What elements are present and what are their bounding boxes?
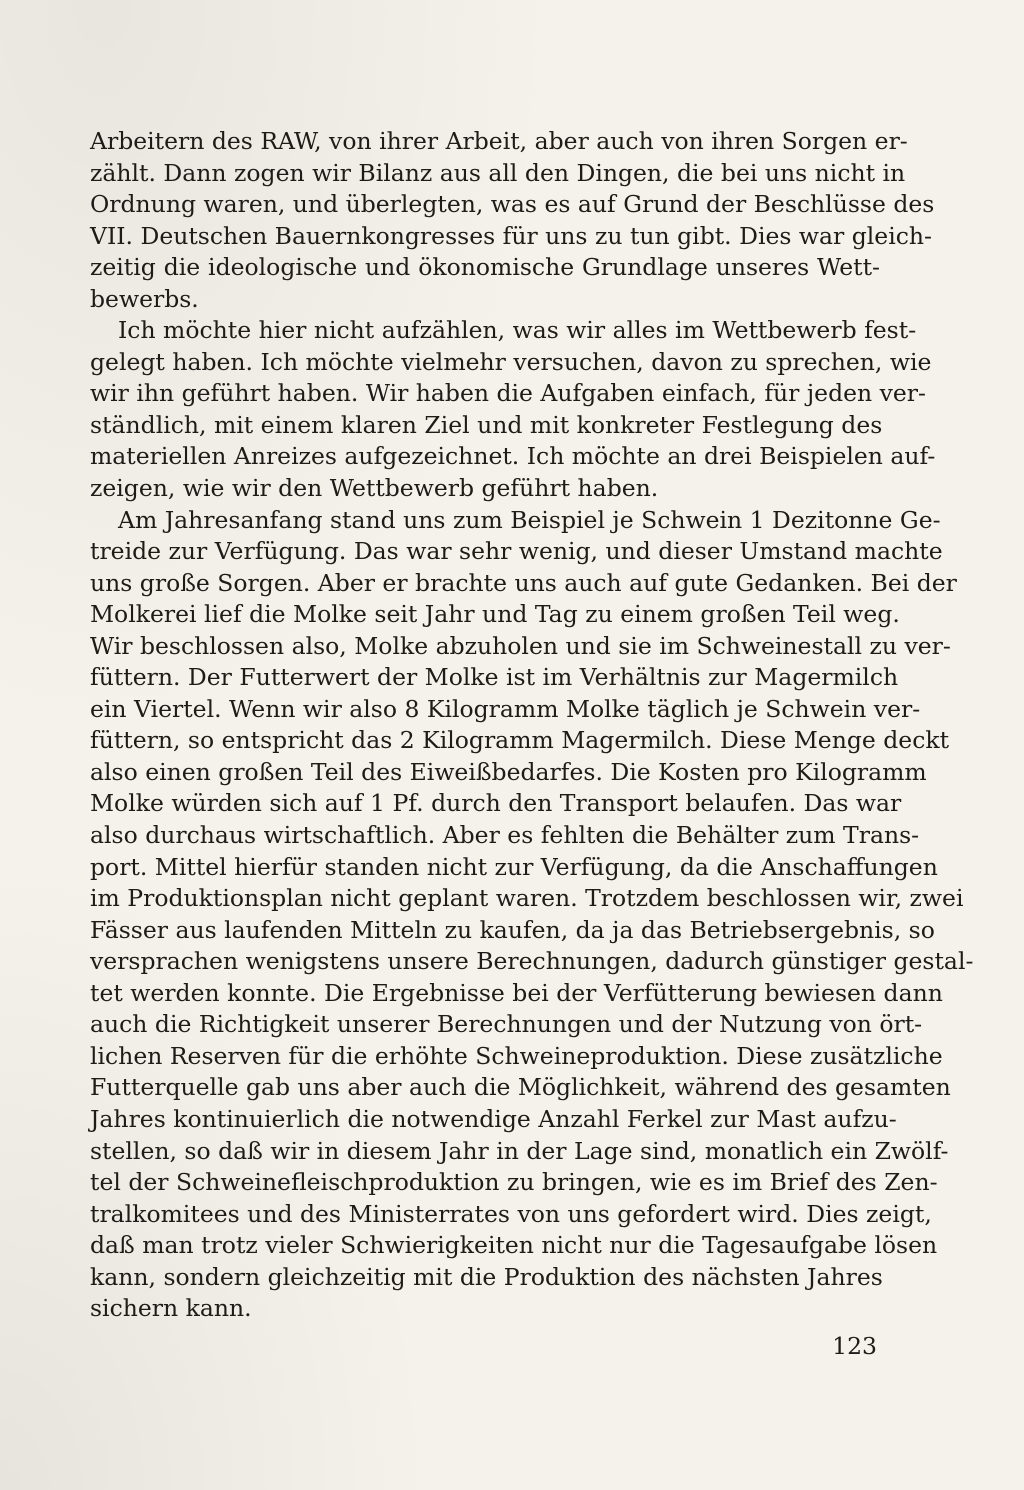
paragraph (90, 315, 936, 504)
text-line: Am Jahresanfang stand uns zum Beispiel je Schwein 1 Dezitonne Ge- (118, 505, 941, 534)
text-line: lichen Reserven für die erhöhte Schweineproduktion. Diese zusätzliche (90, 1041, 943, 1070)
text-line: auch die Richtigkeit unserer Berechnungen und der Nutzung von ört- (90, 1010, 923, 1039)
text-line: port. Mittel hierfür standen nicht zur Verfügung, da die Anschaffungen (90, 852, 938, 881)
text-line: ein Viertel. Wenn wir also 8 Kilogramm Molke täglich je Schwein ver- (90, 694, 921, 723)
text-line: sichern kann. (90, 1294, 252, 1323)
text-line: Wir beschlossen also, Molke abzuholen und sie im Schweinestall zu ver- (90, 631, 951, 660)
text-line: tet werden konnte. Die Ergebnisse bei der Verfütterung bewiesen dann (90, 978, 943, 1007)
text-line: Arbeitern des RAW, von ihrer Arbeit, aber auch von ihren Sorgen er- (90, 127, 908, 155)
text-line: also einen großen Teil des Eiweißbedarfes. Die Kosten pro Kilogramm (90, 757, 927, 786)
text-line: Fässer aus laufenden Mitteln zu kaufen, da ja das Betriebsergebnis, so (90, 915, 935, 944)
page-number: 123 (832, 1332, 877, 1360)
text-line: kann, sondern gleichzeitig mit die Produktion des nächsten Jahres (90, 1262, 883, 1291)
text-line: Jahres kontinuierlich die notwendige Anzahl Ferkel zur Mast aufzu- (90, 1104, 897, 1133)
text-line: wir ihn geführt haben. Wir haben die Aufgaben einfach, für jeden ver- (90, 379, 926, 408)
text-line: treide zur Verfügung. Das war sehr wenig, und dieser Umstand machte (90, 537, 943, 566)
text-line: uns große Sorgen. Aber er brachte uns auch auf gute Gedanken. Bei der (90, 568, 957, 597)
text-line: daß man trotz vieler Schwierigkeiten nicht nur die Tagesaufgabe lösen (90, 1231, 938, 1260)
text-line: VII. Deutschen Bauernkongresses für uns zu tun gibt. Dies war gleich- (90, 221, 932, 250)
text-line: stellen, so daß wir in diesem Jahr in der Lage sind, monatlich ein Zwölf- (90, 1136, 949, 1165)
text-line: Molke würden sich auf 1 Pf. durch den Transport belaufen. Das war (90, 789, 902, 818)
text-line: versprachen wenigstens unsere Berechnungen, dadurch günstiger gestal- (90, 947, 974, 976)
text-line: zeigen, wie wir den Wettbewerb geführt haben. (90, 474, 659, 503)
text-line: zählt. Dann zogen wir Bilanz aus all den Dingen, die bei uns nicht in (90, 158, 906, 187)
text-line: ständlich, mit einem klaren Ziel und mit konkreter Festlegung des (90, 410, 883, 439)
text-line: Futterquelle gab uns aber auch die Möglichkeit, während des gesamten (90, 1073, 951, 1102)
text-line: materiellen Anreizes aufgezeichnet. Ich möchte an drei Beispielen auf- (90, 442, 936, 471)
text-line: gelegt haben. Ich möchte vielmehr versuchen, davon zu sprechen, wie (90, 347, 932, 376)
text-line: füttern. Der Futterwert der Molke ist im Verhältnis zur Magermilch (90, 663, 899, 692)
text-line: tel der Schweinefleischproduktion zu bringen, wie es im Brief des Zen- (90, 1168, 938, 1197)
paragraph (90, 126, 935, 315)
paragraph (90, 505, 974, 1325)
text-line: füttern, so entspricht das 2 Kilogramm Magermilch. Diese Menge deckt (90, 726, 950, 755)
text-line: also durchaus wirtschaftlich. Aber es fehlten die Behälter zum Trans- (90, 821, 920, 850)
text-line: im Produktionsplan nicht geplant waren. Trotzdem beschlossen wir, zwei (90, 884, 964, 913)
text-line: bewerbs. (90, 284, 199, 313)
body-text (90, 126, 974, 1325)
text-line: zeitig die ideologische und ökonomische Grundlage unseres Wett- (90, 253, 880, 282)
text-line: Ich möchte hier nicht aufzählen, was wir alles im Wettbewerb fest- (118, 316, 917, 345)
text-line: tralkomitees und des Ministerrates von uns gefordert wird. Dies zeigt, (90, 1199, 932, 1228)
text-line: Ordnung waren, und überlegten, was es auf Grund der Beschlüsse des (90, 190, 935, 219)
text-line: Molkerei lief die Molke seit Jahr und Tag zu einem großen Teil weg. (90, 600, 900, 629)
